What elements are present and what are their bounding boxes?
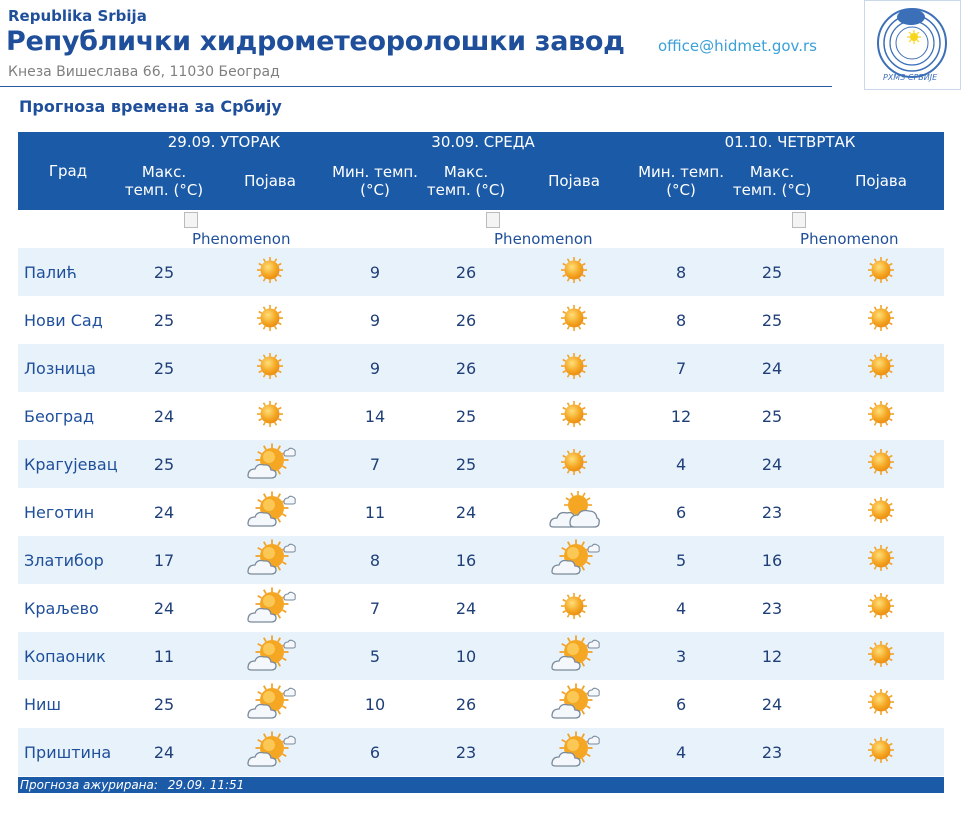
d1-max-temp-cell: 25 [118,344,210,392]
partly-cloudy-icon [548,730,600,774]
d3-phenomenon-cell [818,440,944,488]
d3-min-temp-cell: 7 [636,344,726,392]
sunny-icon [867,304,895,336]
d2-max-temp-cell: 26 [420,248,512,296]
table-row [18,632,944,680]
sunny-icon [867,544,895,576]
d1-phenomenon-cell [210,584,330,632]
d3-max-temp-cell: 24 [726,344,818,392]
phenomenon-legend-3: Phenomenon [800,230,899,248]
partly-cloudy-icon [244,730,296,774]
institute-title: Републички хидрометеоролошки завод [6,26,625,57]
sunny-icon [560,448,588,480]
header-divider [0,86,832,87]
d2-min-temp-cell: 6 [330,728,420,776]
d3-phenomenon-cell [818,296,944,344]
table-row [18,488,944,536]
sunny-icon [867,400,895,432]
d1-max-temp-cell: 25 [118,680,210,728]
d3-min-temp-cell: 12 [636,392,726,440]
d2-max-temp-cell: 25 [420,392,512,440]
partly-cloudy-icon [244,634,296,678]
d3-max-temp-cell: 23 [726,488,818,536]
d2-min-temp-cell: 9 [330,296,420,344]
d2-min-temp-cell: 5 [330,632,420,680]
d3-phenomenon-cell [818,536,944,584]
d3-phenomenon-cell [818,488,944,536]
logo-text: РХМЗ СРБИЈЕ [883,73,938,82]
footer-bar [18,777,944,793]
table-row [18,392,944,440]
sunny-icon [867,640,895,672]
d3-max-temp-cell: 25 [726,296,818,344]
partly-cloudy-icon [244,490,296,534]
email-link[interactable]: office@hidmet.gov.rs [658,37,818,55]
partly-cloudy-icon [244,586,296,630]
table-row [18,344,944,392]
d2-phenomenon-cell [512,440,636,488]
d2-phenomenon-cell [512,632,636,680]
d1-phenomenon-cell [210,440,330,488]
d3-min-temp-cell: 4 [636,440,726,488]
d2-max-temp-cell: 24 [420,584,512,632]
updated-label: Прогноза ажурирана: [20,778,158,792]
col-header-d3-min: Мин. темп. (°C) [636,152,726,210]
broken-image-icon [792,212,806,228]
phenomenon-legend-2: Phenomenon [494,230,593,248]
city-name-cell: Копаоник [18,632,118,680]
d1-phenomenon-cell [210,248,330,296]
d3-min-temp-cell: 3 [636,632,726,680]
d1-max-temp-cell: 25 [118,296,210,344]
d1-max-temp-cell: 25 [118,440,210,488]
d3-max-temp-cell: 25 [726,248,818,296]
d2-phenomenon-cell [512,296,636,344]
partly-cloudy-icon [244,538,296,582]
day-header-1: 29.09. УТОРАК [118,132,330,152]
col-header-d1-max: Макс. темп. (°C) [118,152,210,210]
d3-max-temp-cell: 23 [726,728,818,776]
sunny-icon [560,352,588,384]
d1-max-temp-cell: 24 [118,488,210,536]
city-name-cell: Крагујевац [18,440,118,488]
city-name-cell: Ниш [18,680,118,728]
d3-phenomenon-cell [818,392,944,440]
d2-min-temp-cell: 9 [330,344,420,392]
d3-max-temp-cell: 25 [726,392,818,440]
d1-phenomenon-cell [210,488,330,536]
d2-min-temp-cell: 14 [330,392,420,440]
updated-value: 29.09. 11:51 [167,778,245,792]
sunny-icon [560,256,588,288]
d1-phenomenon-cell [210,296,330,344]
d3-min-temp-cell: 6 [636,488,726,536]
d1-max-temp-cell: 24 [118,584,210,632]
d1-max-temp-cell: 17 [118,536,210,584]
col-header-d2-phenomenon: Појава [512,152,636,210]
d3-max-temp-cell: 16 [726,536,818,584]
d3-min-temp-cell: 8 [636,296,726,344]
d3-phenomenon-cell [818,728,944,776]
d2-phenomenon-cell [512,728,636,776]
institute-address: Кнеза Вишеслава 66, 11030 Београд [8,64,280,80]
d1-phenomenon-cell [210,536,330,584]
city-column-header: Град [18,132,118,210]
d1-max-temp-cell: 24 [118,392,210,440]
d2-phenomenon-cell [512,536,636,584]
d2-max-temp-cell: 10 [420,632,512,680]
city-name-cell: Приштина [18,728,118,776]
table-row [18,440,944,488]
d1-phenomenon-cell [210,632,330,680]
d2-phenomenon-cell [512,680,636,728]
table-row [18,728,944,776]
city-name-cell: Неготин [18,488,118,536]
sunny-icon [560,592,588,624]
table-row [18,296,944,344]
partly-cloudy-icon [244,682,296,726]
d1-phenomenon-cell [210,680,330,728]
d2-min-temp-cell: 10 [330,680,420,728]
d3-max-temp-cell: 24 [726,680,818,728]
d2-max-temp-cell: 24 [420,488,512,536]
day-header-2: 30.09. СРЕДА [330,132,636,152]
d1-phenomenon-cell [210,392,330,440]
col-header-d3-max: Макс. темп. (°C) [726,152,818,210]
sunny-icon [256,256,284,288]
d3-phenomenon-cell [818,680,944,728]
d2-phenomenon-cell [512,248,636,296]
d3-min-temp-cell: 4 [636,584,726,632]
d1-phenomenon-cell [210,728,330,776]
sunny-icon [867,688,895,720]
d2-phenomenon-cell [512,488,636,536]
sunny-icon [256,352,284,384]
col-header-d2-max: Макс. темп. (°C) [420,152,512,210]
sunny-icon [867,448,895,480]
sunny-icon [867,592,895,624]
sunny-icon [256,304,284,336]
page-title: Прогноза времена за Србију [19,97,282,116]
partly-cloudy-icon [244,442,296,486]
sunny-icon [867,496,895,528]
d3-phenomenon-cell [818,632,944,680]
rhmz-logo[interactable] [864,0,961,90]
d3-min-temp-cell: 5 [636,536,726,584]
partly-cloudy-icon [548,634,600,678]
city-name-cell: Златибор [18,536,118,584]
d2-max-temp-cell: 16 [420,536,512,584]
day-header-3: 01.10. ЧЕТВРТАК [636,132,944,152]
d2-max-temp-cell: 25 [420,440,512,488]
col-header-d2-min: Мин. темп. (°C) [330,152,420,210]
city-name-cell: Београд [18,392,118,440]
header-small-title: Republika Srbija [8,7,147,25]
city-name-cell: Палић [18,248,118,296]
sunny-icon [560,400,588,432]
table-row [18,584,944,632]
phenomenon-legend-1: Phenomenon [192,230,291,248]
sunny-icon [867,736,895,768]
d2-max-temp-cell: 23 [420,728,512,776]
d3-phenomenon-cell [818,584,944,632]
sunny-icon [256,400,284,432]
d1-max-temp-cell: 25 [118,248,210,296]
d2-min-temp-cell: 11 [330,488,420,536]
d2-max-temp-cell: 26 [420,296,512,344]
d2-min-temp-cell: 7 [330,584,420,632]
d3-min-temp-cell: 8 [636,248,726,296]
d1-max-temp-cell: 24 [118,728,210,776]
table-row [18,536,944,584]
d2-min-temp-cell: 9 [330,248,420,296]
d2-max-temp-cell: 26 [420,680,512,728]
city-name-cell: Краљево [18,584,118,632]
d2-phenomenon-cell [512,392,636,440]
cloudy-sun-icon [548,490,600,534]
city-name-cell: Нови Сад [18,296,118,344]
d3-max-temp-cell: 12 [726,632,818,680]
d3-min-temp-cell: 6 [636,680,726,728]
d2-min-temp-cell: 7 [330,440,420,488]
d2-phenomenon-cell [512,584,636,632]
d2-min-temp-cell: 8 [330,536,420,584]
d3-phenomenon-cell [818,248,944,296]
forecast-table [18,132,944,776]
d3-max-temp-cell: 23 [726,584,818,632]
table-row [18,680,944,728]
d2-max-temp-cell: 26 [420,344,512,392]
d2-phenomenon-cell [512,344,636,392]
city-name-cell: Лозница [18,344,118,392]
d3-min-temp-cell: 4 [636,728,726,776]
d1-phenomenon-cell [210,344,330,392]
broken-image-icon [184,212,198,228]
partly-cloudy-icon [548,682,600,726]
partly-cloudy-icon [548,538,600,582]
col-header-d1-phenomenon: Појава [210,152,330,210]
d3-phenomenon-cell [818,344,944,392]
col-header-d3-phenomenon: Појава [818,152,944,210]
table-row [18,248,944,296]
sunny-icon [867,352,895,384]
sunny-icon [560,304,588,336]
d1-max-temp-cell: 11 [118,632,210,680]
d3-max-temp-cell: 24 [726,440,818,488]
broken-image-icon [486,212,500,228]
sunny-icon [867,256,895,288]
